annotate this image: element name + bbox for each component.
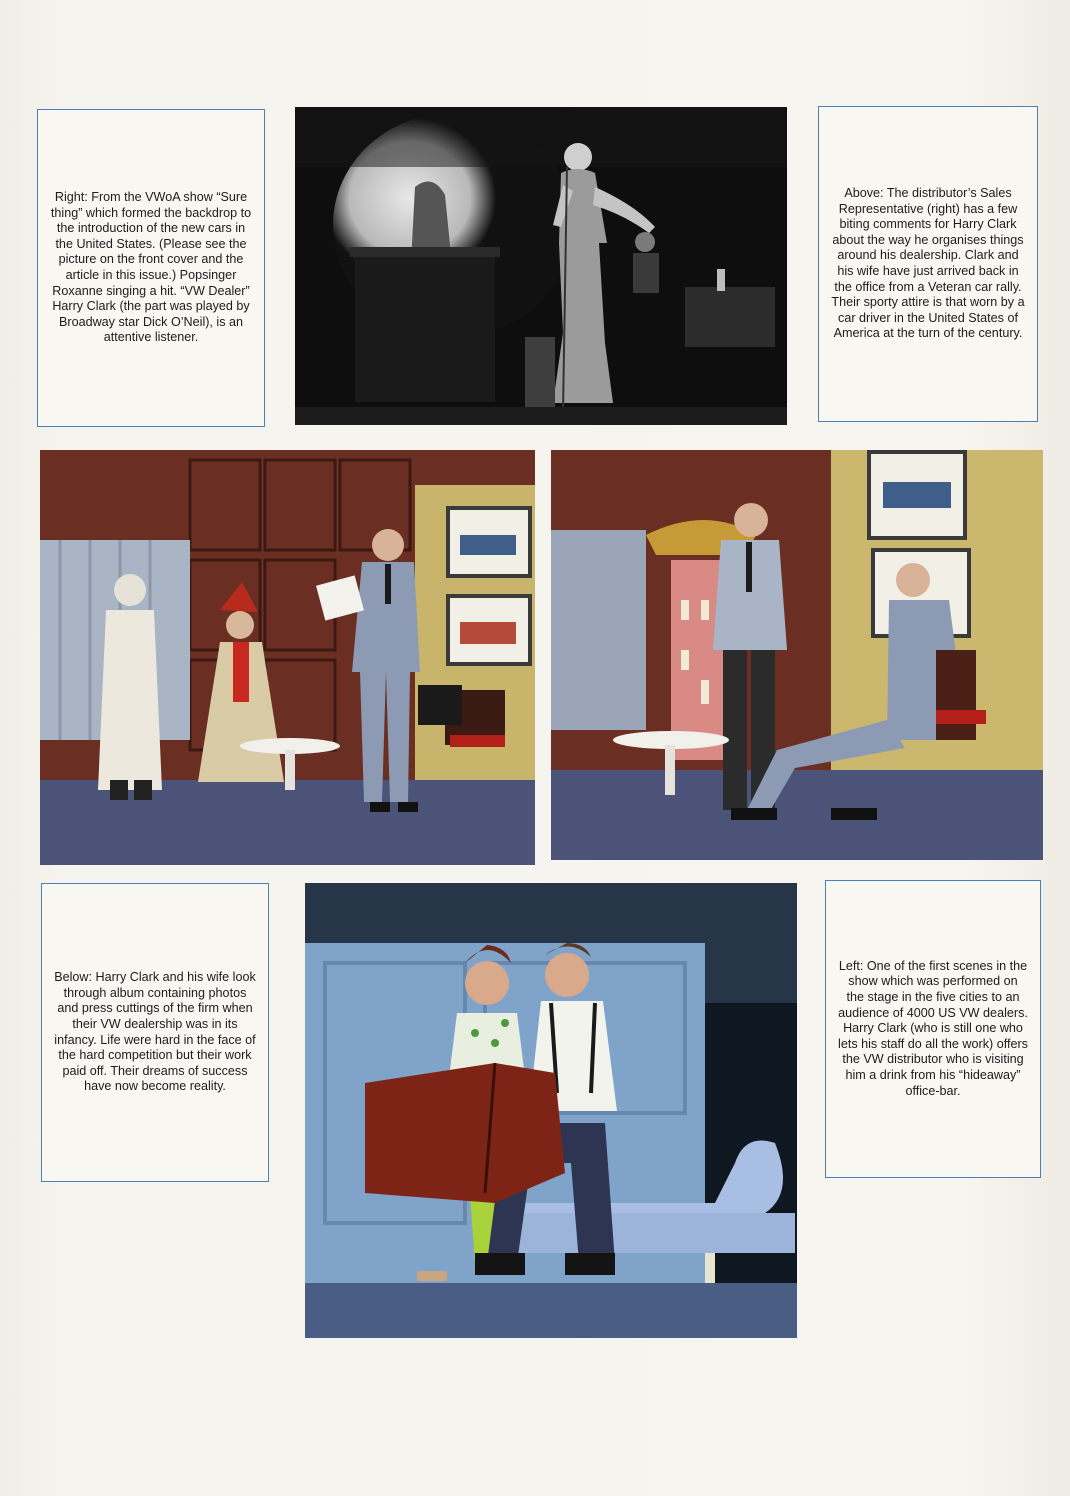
caption-first-scene-text: Left: One of the first scenes in the show which was performed on the stage in the five cities to an audience of 4000 US VW dealers. Harry Clark (who is still one who lets his staff do all the work) offers the VW distributor who is visiting him a drink from his “hideaway” office-bar. [838, 958, 1028, 1098]
caption-photo-album [41, 883, 269, 1182]
caption-first-scene [825, 880, 1041, 1178]
photo-office-rally-scene [40, 450, 535, 865]
caption-photo-album-text: Below: Harry Clark and his wife look through album containing photos and press cuttings of the firm when their VW dealership was in its infancy. Life were hard in the face of the hard competition but their work paid off. Their dreams of success have now become reality. [54, 970, 256, 1094]
caption-singer-text: Right: From the VWoA show “Sure thing” which formed the backdrop to the introduction of the new cars in the United States. (Please see the picture on the front cover and the article in this issue.) Popsinger Roxanne singing a hit. “VW Dealer” Harry Clark (the part was played by Broadway star Dick O’Neil), is an attentive listener. [50, 190, 252, 345]
photo-couple-album [305, 883, 797, 1338]
caption-sales-rep [818, 106, 1038, 422]
photo-drink-offered [551, 450, 1043, 860]
photo-singer-roxanne [295, 107, 787, 425]
caption-singer-photo [37, 109, 265, 427]
caption-sales-rep-text: Above: The distributor’s Sales Representative (right) has a few biting comments for Harry Clark about the way he organises things around his dealership. Clark and his wife have just arrived back in the office from a Veteran car rally. Their sporty attire is that worn by a car driver in the United States of America at the turn of the century. [831, 186, 1025, 341]
